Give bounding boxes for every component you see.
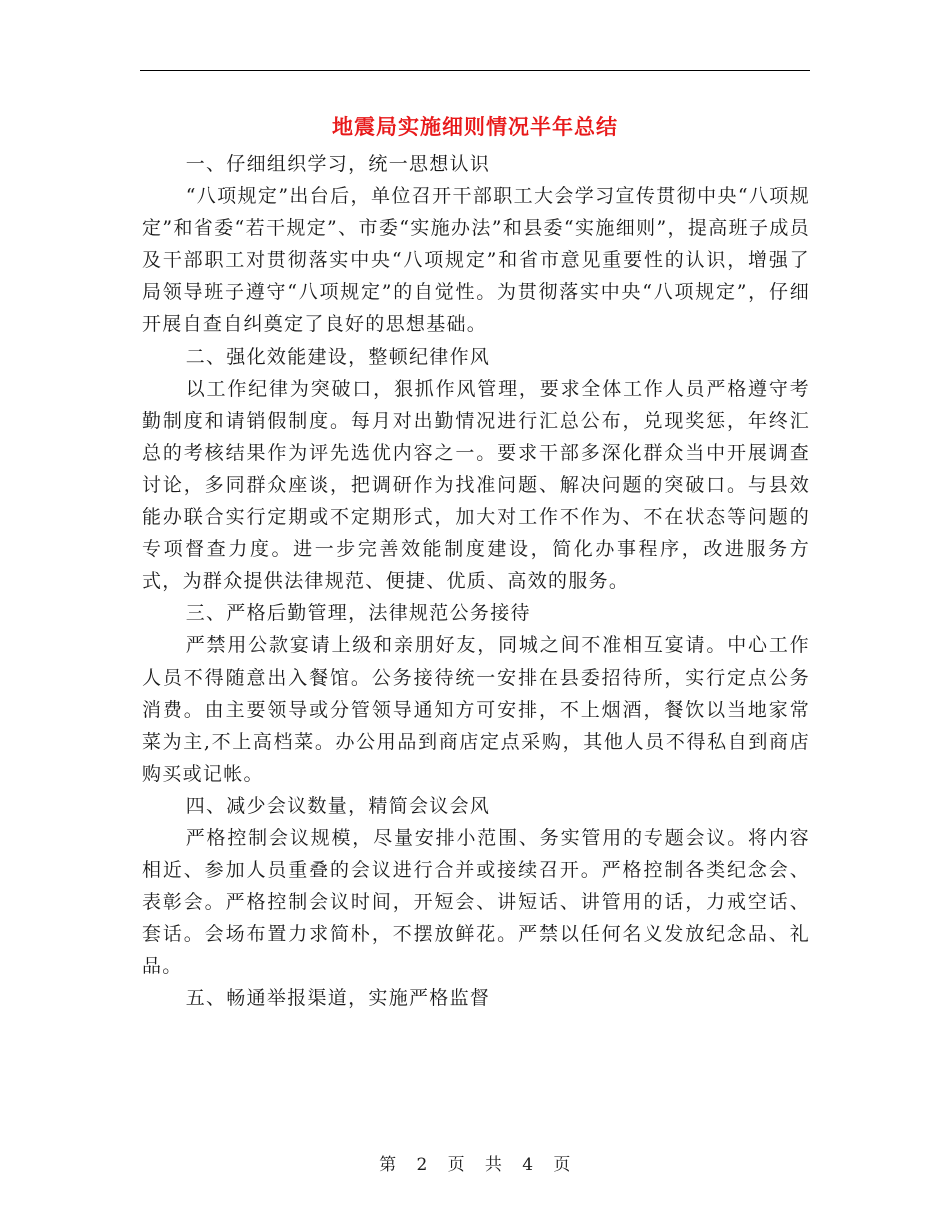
footer-page-label: 页 — [447, 1155, 466, 1175]
footer-page-number: 2 — [416, 1155, 428, 1175]
page-footer — [0, 1153, 950, 1177]
paragraph-3: 严禁用公款宴请上级和亲朋好友，同城之间不准相互宴请。中心工作人员不得随意出入餐馆。公务接待统一安排在县委招待所，实行定点公务消费。由主要领导或分管领导通知方可安排，不上烟酒，餐饮以当地家常菜为主,不上高档菜。办公用品到商店定点采购，其他人员不得私自到商店购买或记帐。 — [142, 634, 810, 785]
section-heading-4: 四、减少会议数量，精简会议会风 — [185, 794, 491, 817]
footer-page-prefix: 第 — [379, 1155, 397, 1175]
paragraph-1: “八项规定”出台后，单位召开干部职工大会学习宣传贯彻中央“八项规定”和省委“若干规定”、市委“实施办法”和县委“实施细则”，提高班子成员及干部职工对贯彻落实中央“八项规定”和省市意见重要性的认识，增强了局领导班子遵守“八项规定”的自觉性。为贯彻落实中央“八项规定”，仔细开展自查自纠奠定了良好的思想基础。 — [142, 185, 810, 336]
section-heading-1: 一、仔细组织学习，统一思想认识 — [185, 153, 491, 175]
document-body — [142, 148, 810, 1015]
section-heading-5: 五、畅通举报渠道，实施严格监督 — [185, 987, 491, 1010]
section-heading-2: 二、强化效能建设，整顿纪律作风 — [185, 345, 491, 368]
footer-total-pages: 4 — [522, 1155, 534, 1175]
document-title: 地震局实施细则情况半年总结 — [332, 114, 618, 139]
paragraph-4: 严格控制会议规模，尽量安排小范围、务实管用的专题会议。将内容相近、参加人员重叠的会议进行合并或接续召开。严格控制各类纪念会、表彰会。严格控制会议时间，开短会、讲短话、讲管用的话，力戒空话、套话。会场布置力求简朴，不摆放鲜花。严禁以任何名义发放纪念品、礼品。 — [142, 826, 810, 978]
footer-total-prefix: 共 — [484, 1155, 503, 1175]
header-rule — [140, 70, 810, 71]
paragraph-2: 以工作纪律为突破口，狠抓作风管理，要求全体工作人员严格遵守考勤制度和请销假制度。每月对出勤情况进行汇总公布，兑现奖惩，年终汇总的考核结果作为评先选优内容之一。要求干部多深化群众当中开展调查讨论，多同群众座谈，把调研作为找准问题、解决问题的突破口。与县效能办联合实行定期或不定期形式，加大对工作不作为、不在状态等问题的专项督查力度。进一步完善效能制度建设，简化办事程序，改进服务方式，为群众提供法律规范、便捷、优质、高效的服务。 — [142, 377, 810, 593]
footer-page-suffix: 页 — [553, 1155, 571, 1175]
section-heading-3: 三、严格后勤管理，法律规范公务接待 — [185, 602, 531, 625]
